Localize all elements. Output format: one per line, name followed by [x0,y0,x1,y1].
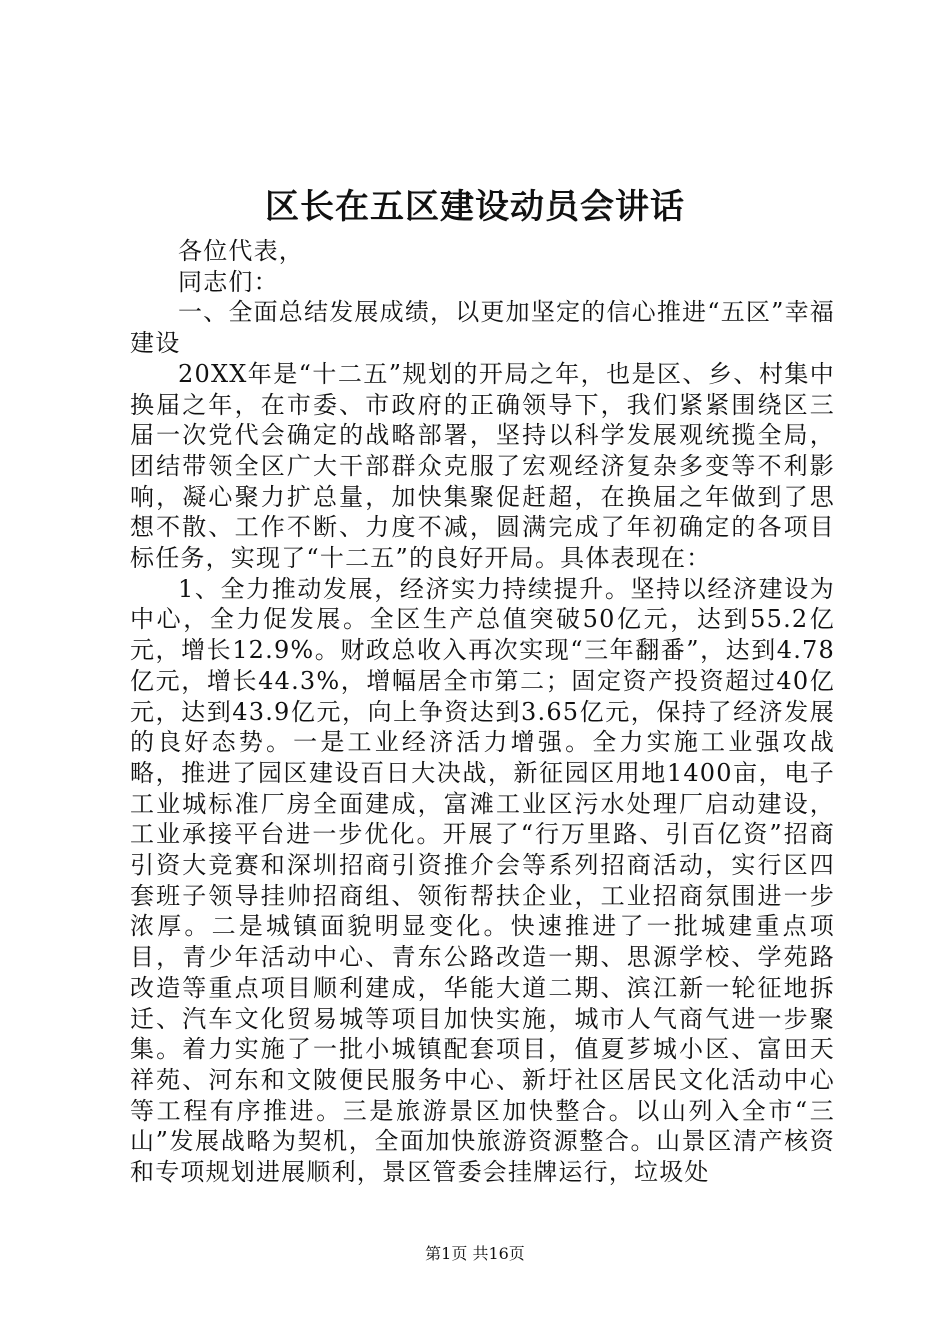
page-number-footer: 第1页 共16页 [425,1244,525,1263]
section-heading: 一、全面总结发展成绩，以更加坚定的信心推进“五区”幸福建设 [130,298,835,358]
salutation-representatives: 各位代表， [178,237,304,265]
document-body [130,236,835,1188]
body-paragraph-overview: 20XX年是“十二五”规划的开局之年，也是区、乡、村集中换届之年，在市委、市政府的正确领导下，我们紧紧围绕区三届一次党代会确定的战略部署，坚持以科学发展观统揽全局，团结带领全区广大干部群众克服了宏观经济复杂多变等不利影响，凝心聚力扩总量，加快集聚促赶超，在换届之年做到了思想不散、工作不断、力度不减，圆满完成了年初确定的各项目标任务，实现了“十二五”的良好开局。具体表现在： [130,359,835,573]
salutation-comrades: 同志们： [178,267,279,296]
document-title: 区长在五区建设动员会讲话 [265,187,685,227]
body-paragraph-economy: 1、全力推动发展，经济实力持续提升。坚持以经济建设为中心，全力促发展。全区生产总值突破50亿元，达到55.2亿元，增长12.9%。财政总收入再次实现“三年翻番”，达到4.78亿元，增长44.3%，增幅居全市第二；固定资产投资超过40亿元，达到43.9亿元，向上争资达到3.65亿元，保持了经济发展的良好态势。一是工业经济活力增强。全力实施工业强攻战略，推进了园区建设百日大决战，新征园区用地1400亩，电子工业城标准厂房全面建成，富滩工业区污水处理厂启动建设，工业承接平台进一步优化。开展了“行万里路、引百亿资”招商引资大竞赛和深圳招商引资推介会等系列招商活动，实行区四套班子领导挂帅招商组、领衔帮扶企业，工业招商氛围进一步浓厚。二是城镇面貌明显变化。快速推进了一批城建重点项目，青少年活动中心、青东公路改造一期、思源学校、学苑路改造等重点项目顺利建成，华能大道二期、滨江新一轮征地拆迁、汽车文化贸易城等项目加快实施，城市人气商气进一步聚集。着力实施了一批小城镇配套项目，值夏芗城小区、富田天祥苑、河东和文陂便民服务中心、新圩社区居民文化活动中心等工程有序推进。三是旅游景区加快整合。以山列入全市“三山”发展战略为契机，全面加快旅游资源整合。山景区清产核资和专项规划进展顺利，景区管委会挂牌运行，垃圾处 [130,574,835,1187]
